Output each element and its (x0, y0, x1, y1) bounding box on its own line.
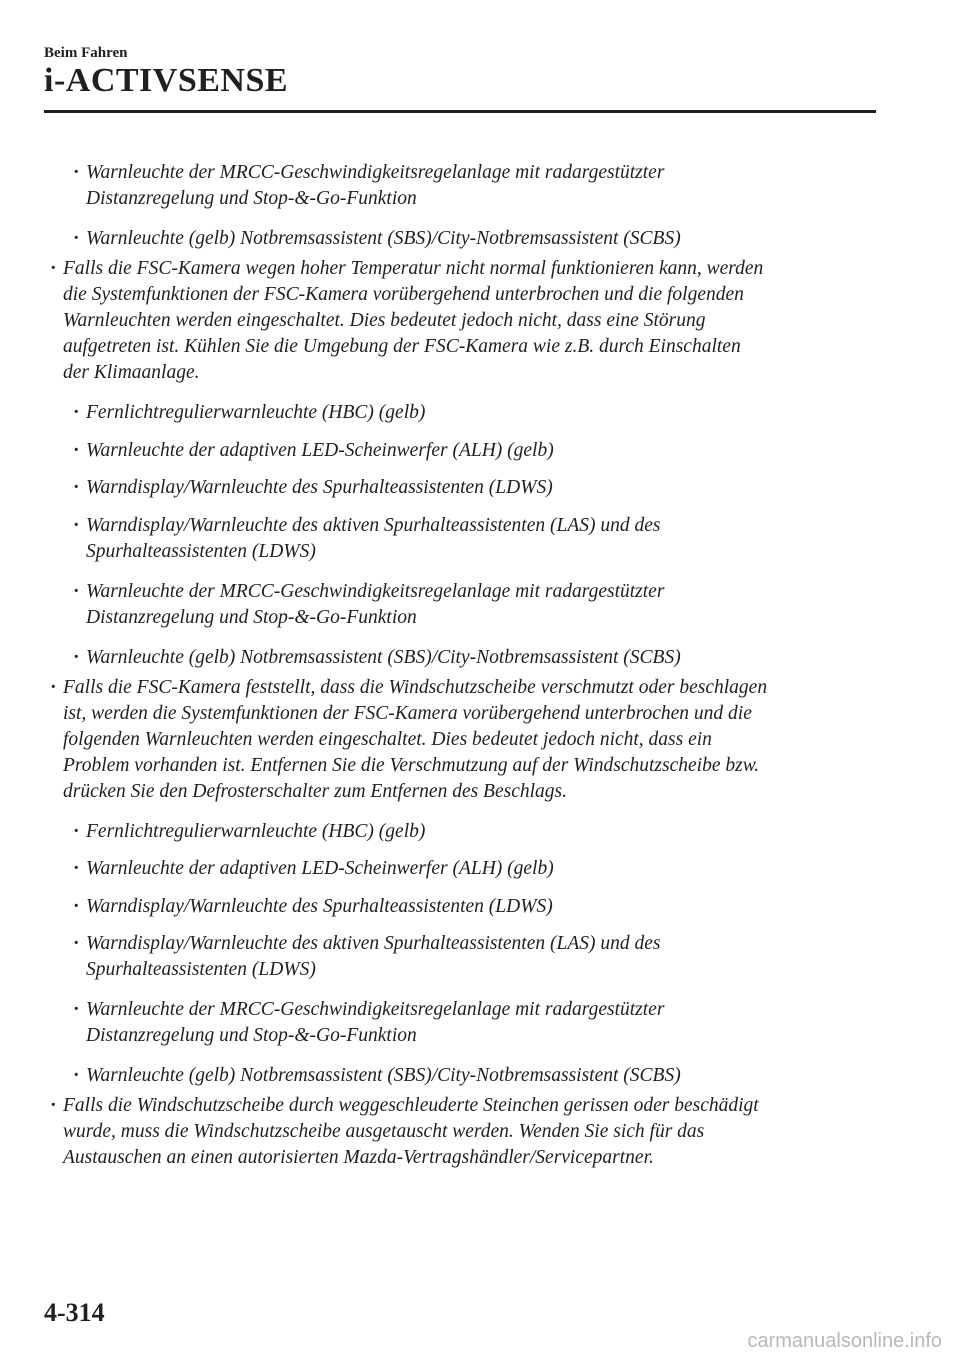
bullet-icon: · (50, 677, 57, 698)
page-number: 4-314 (44, 1298, 105, 1327)
bullet-icon: · (73, 858, 80, 879)
text-line: ist, werden die Systemfunktionen der FSC-Kamera vorübergehend unterbrochen und die (63, 703, 752, 724)
text-line: Warnleuchten werden eingeschaltet. Dies bedeutet jedoch nicht, dass eine Störung (63, 310, 706, 331)
text-line: Austauschen an einen autorisierten Mazda-Vertragshändler/Servicepartner. (63, 1147, 654, 1168)
sub-bullet-item (73, 819, 876, 845)
text-line: Warndisplay/Warnleuchte des aktiven Spurhalteassistenten (LAS) und des (86, 933, 661, 954)
bullet-icon: · (73, 933, 80, 954)
sub-bullet-item (73, 579, 876, 631)
text-line: Problem vorhanden ist. Entfernen Sie die Verschmutzung auf der Windschutzscheibe bzw. (63, 755, 760, 776)
text-line: Fernlichtregulierwarnleuchte (HBC) (gelb) (86, 821, 426, 842)
text-line: Warnleuchte der adaptiven LED-Scheinwerfer (ALH) (gelb) (86, 440, 554, 461)
bullet-icon: · (73, 402, 80, 423)
text-line: der Klimaanlage. (63, 362, 200, 383)
watermark: carmanualsonline.info (747, 1330, 942, 1352)
text-line: Warndisplay/Warnleuchte des Spurhalteassistenten (LDWS) (86, 896, 553, 917)
text-line: Warnleuchte (gelb) Notbremsassistent (SBS)/City-Notbremsassistent (SCBS) (86, 228, 681, 249)
text-line: Warndisplay/Warnleuchte des Spurhalteassistenten (LDWS) (86, 477, 553, 498)
sub-bullet-item (73, 160, 876, 212)
bullet-item (50, 675, 883, 805)
sub-bullet-item (73, 1063, 876, 1089)
text-line: folgenden Warnleuchten werden eingeschaltet. Dies bedeutet jedoch nicht, dass ein (63, 729, 712, 750)
bullet-icon: · (73, 821, 80, 842)
bullet-icon: · (73, 515, 80, 536)
text-line: Warnleuchte der MRCC-Geschwindigkeitsregelanlage mit radargestützter (86, 581, 665, 602)
text-line: Warnleuchte (gelb) Notbremsassistent (SBS)/City-Notbremsassistent (SCBS) (86, 1065, 681, 1086)
text-line: Warndisplay/Warnleuchte des aktiven Spurhalteassistenten (LAS) und des (86, 515, 661, 536)
text-line: drücken Sie den Defrosterschalter zum Entfernen des Beschlags. (63, 781, 568, 802)
text-line: Falls die FSC-Kamera wegen hoher Temperatur nicht normal funktionieren kann, werden (63, 258, 764, 279)
sub-bullet-item (73, 226, 876, 252)
text-line: wurde, muss die Windschutzscheibe ausgetauscht werden. Wenden Sie sich für das (63, 1121, 705, 1142)
sub-bullet-item (73, 475, 876, 501)
text-line: Warnleuchte (gelb) Notbremsassistent (SBS)/City-Notbremsassistent (SCBS) (86, 647, 681, 668)
text-line: Warnleuchte der adaptiven LED-Scheinwerfer (ALH) (gelb) (86, 858, 554, 879)
bullet-icon: · (50, 1095, 57, 1116)
text-line: Spurhalteassistenten (LDWS) (86, 959, 316, 980)
bullet-item (50, 1093, 883, 1171)
text-line: Distanzregelung und Stop-&-Go-Funktion (86, 188, 417, 209)
sub-bullet-item (73, 894, 876, 920)
text-line: Fernlichtregulierwarnleuchte (HBC) (gelb) (86, 402, 426, 423)
bullet-icon: · (73, 999, 80, 1020)
text-line: Warnleuchte der MRCC-Geschwindigkeitsregelanlage mit radargestützter (86, 162, 665, 183)
bullet-icon: · (73, 440, 80, 461)
text-line: Spurhalteassistenten (LDWS) (86, 541, 316, 562)
bullet-item (50, 256, 883, 386)
bullet-icon: · (73, 581, 80, 602)
sub-bullet-item (73, 645, 876, 671)
text-line: Warnleuchte der MRCC-Geschwindigkeitsregelanlage mit radargestützter (86, 999, 665, 1020)
text-line: Falls die Windschutzscheibe durch weggeschleuderte Steinchen gerissen oder beschädigt (63, 1095, 759, 1116)
text-line: Falls die FSC-Kamera feststellt, dass die Windschutzscheibe verschmutzt oder beschlagen (63, 677, 768, 698)
sub-bullet-item (73, 438, 876, 464)
bullet-icon: · (50, 258, 57, 279)
sub-bullet-item (73, 931, 876, 983)
text-line: Distanzregelung und Stop-&-Go-Funktion (86, 1025, 417, 1046)
bullet-icon: · (73, 1065, 80, 1086)
text-line: aufgetreten ist. Kühlen Sie die Umgebung der FSC-Kamera wie z.B. durch Einschalten (63, 336, 741, 357)
sub-bullet-item (73, 856, 876, 882)
bullet-icon: · (73, 647, 80, 668)
bullet-icon: · (73, 896, 80, 917)
bullet-icon: · (73, 162, 80, 183)
text-line: die Systemfunktionen der FSC-Kamera vorübergehend unterbrochen und die folgenden (63, 284, 744, 305)
chapter-label: Beim Fahren (44, 45, 128, 61)
sub-bullet-item (73, 513, 876, 565)
bullet-icon: · (73, 228, 80, 249)
section-title: i-ACTIVSENSE (44, 62, 289, 99)
bullet-icon: · (73, 477, 80, 498)
header-rule (44, 110, 876, 113)
text-line: Distanzregelung und Stop-&-Go-Funktion (86, 607, 417, 628)
sub-bullet-item (73, 997, 876, 1049)
sub-bullet-item (73, 400, 876, 426)
